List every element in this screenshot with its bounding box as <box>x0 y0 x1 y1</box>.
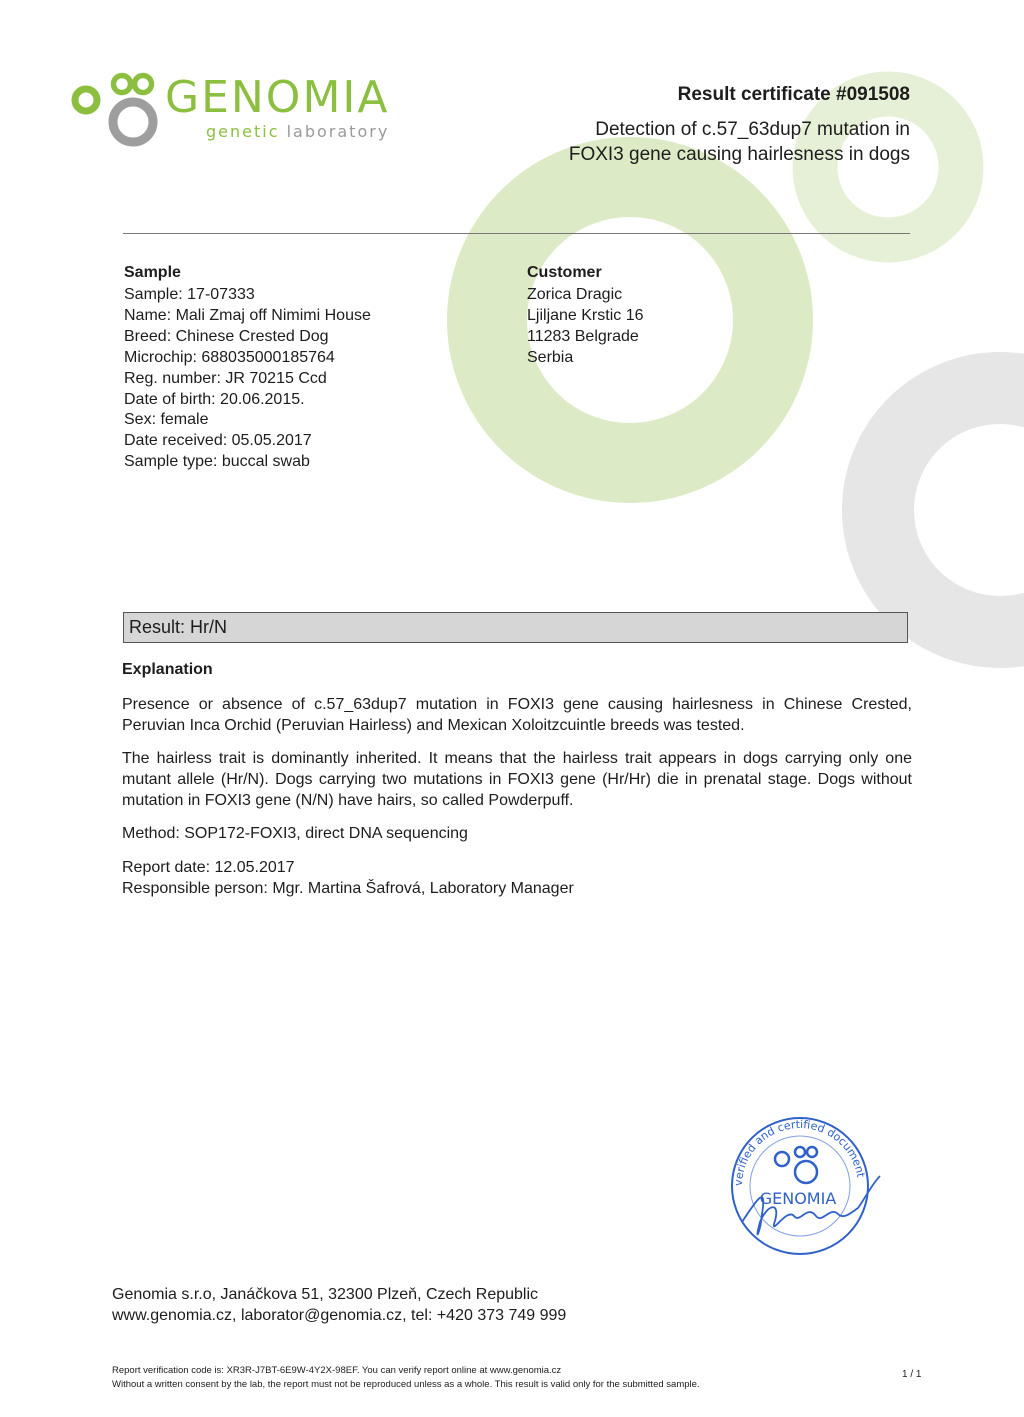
footer-address: Genomia s.r.o, Janáčkova 51, 32300 Plzeň, Czech Republic <box>112 1286 539 1303</box>
method-line: Method: SOP172-FOXI3, direct DNA sequencing <box>122 825 468 842</box>
customer-line: 11283 Belgrade <box>527 327 639 345</box>
certification-stamp <box>712 1104 887 1274</box>
responsible-person: Responsible person: Mgr. Martina Šafrová, Laboratory Manager <box>122 880 574 897</box>
gray-ring <box>878 388 1024 632</box>
page-number: 1 / 1 <box>902 1369 922 1380</box>
report-date: Report date: 12.05.2017 <box>122 859 295 876</box>
sample-details <box>124 285 371 473</box>
disclaimer-note: Without a written consent by the lab, the report must not be reproduced unless as a whole. This result is valid only for the submitted sample. <box>112 1379 700 1390</box>
genomia-logo-icon <box>70 70 165 152</box>
verification-note: Report verification code is: XR3R-J7BT-6E9W-4Y2X-98EF. You can verify report online at www.genomia.cz <box>112 1365 562 1376</box>
customer-line: Ljiljane Krstic 16 <box>527 306 644 324</box>
sample-line: Sample type: buccal swab <box>124 453 310 471</box>
logo-wordmark: GENOMIA <box>165 72 390 123</box>
customer-heading: Customer <box>527 264 602 281</box>
sample-line: Microchip: 688035000185764 <box>124 348 335 366</box>
test-title: Detection of c.57_63dup7 mutation in FOXI3 gene causing hairlesness in dogs <box>568 119 910 165</box>
sample-line: Date received: 05.05.2017 <box>124 432 312 450</box>
sample-line: Sex: female <box>124 411 209 429</box>
sample-line: Date of birth: 20.06.2015. <box>124 390 305 408</box>
footer-contact: www.genomia.cz, laborator@genomia.cz, tel: +420 373 749 999 <box>112 1307 567 1324</box>
certificate-number: Result certificate #091508 <box>677 84 910 105</box>
explanation-paragraph-2: The hairless trait is dominantly inherited. It means that the hairless trait appears in dogs carrying only one mutant allele (Hr/N). Dogs carrying two mutations in FOXI3 gene (Hr/Hr) die in prenatal stage. Dogs without mutation in FOXI3 gene (N/N) have hairs, so called Powderpuff. <box>122 750 912 809</box>
logo-subtitle: genetic laboratory <box>206 122 390 141</box>
sample-line: Reg. number: JR 70215 Ccd <box>124 369 327 387</box>
sample-line: Name: Mali Zmaj off Nimimi House <box>124 306 371 324</box>
customer-details <box>527 285 644 369</box>
stamp-logo-icon <box>775 1147 817 1183</box>
header-divider <box>123 233 910 234</box>
customer-line: Serbia <box>527 348 574 366</box>
sample-heading: Sample <box>124 264 181 281</box>
explanation-heading: Explanation <box>122 661 213 678</box>
result-box: Result: Hr/N <box>123 612 908 643</box>
small-green-ring <box>815 94 961 240</box>
stamp-ring-text: verified and certified document <box>731 1117 868 1187</box>
sample-line: Breed: Chinese Crested Dog <box>124 327 329 345</box>
sample-line: Sample: 17-07333 <box>124 286 255 303</box>
stamp-name: GENOMIA <box>759 1189 837 1208</box>
explanation-paragraph-1: Presence or absence of c.57_63dup7 mutation in FOXI3 gene causing hairlesness in Chinese Crested, Peruvian Inca Orchid (Peruvian Hairless) and Mexican Xoloitzcuintle breeds was tested. <box>122 696 912 734</box>
customer-line: Zorica Dragic <box>527 286 623 303</box>
svg-text:verified and certified documen <box>732 1118 868 1186</box>
